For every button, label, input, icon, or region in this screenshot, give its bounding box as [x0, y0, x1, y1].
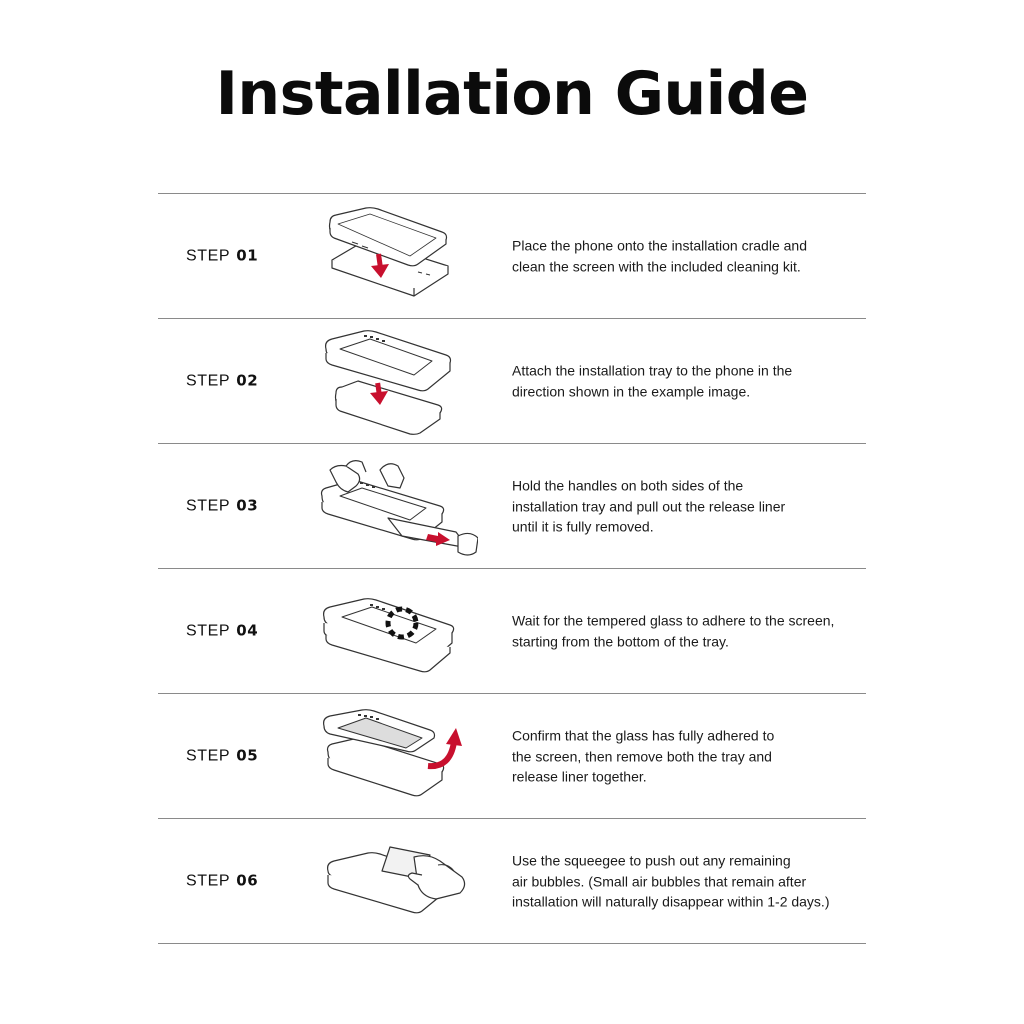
- page-title: Installation Guide: [215, 59, 809, 129]
- glass-adhering-illustration: [318, 577, 478, 685]
- step-word: STEP: [186, 872, 231, 890]
- step-label: [186, 247, 258, 266]
- step-number: 02: [236, 371, 259, 390]
- step-word: STEP: [186, 247, 231, 265]
- step-description: Place the phone onto the installation cradle and clean the screen with the included cleaning kit.: [512, 237, 807, 274]
- pull-release-liner-illustration: [318, 452, 478, 560]
- step-row-01: [158, 194, 866, 319]
- step-number: 06: [236, 871, 259, 890]
- step-row-02: [158, 319, 866, 444]
- step-row-06: [158, 819, 866, 944]
- step-description: Use the squeegee to push out any remaining air bubbles. (Small air bubbles that remain after installation will naturally disappear within 1-2 days.): [512, 852, 830, 910]
- phone-into-cradle-illustration: [318, 202, 478, 310]
- step-label: [186, 372, 258, 391]
- steps-list: [158, 193, 866, 944]
- step-description: Hold the handles on both sides of the installation tray and pull out the release liner until it is fully removed.: [512, 477, 786, 535]
- step-label: [186, 622, 258, 641]
- step-label: [186, 872, 258, 891]
- step-row-03: [158, 444, 866, 569]
- step-number: 03: [236, 496, 259, 515]
- step-number: 04: [236, 621, 259, 640]
- step-word: STEP: [186, 497, 231, 515]
- step-row-04: [158, 569, 866, 694]
- step-word: STEP: [186, 747, 231, 765]
- tray-onto-phone-illustration: [318, 327, 478, 435]
- step-label: [186, 747, 258, 766]
- step-number: 01: [236, 246, 259, 265]
- step-description: Wait for the tempered glass to adhere to the screen, starting from the bottom of the tray.: [512, 612, 835, 649]
- step-description: Attach the installation tray to the phone in the direction shown in the example image.: [512, 362, 793, 399]
- step-word: STEP: [186, 622, 231, 640]
- step-number: 05: [236, 746, 259, 765]
- squeegee-bubbles-illustration: [318, 827, 478, 935]
- step-word: STEP: [186, 372, 231, 390]
- remove-tray-illustration: [318, 702, 478, 810]
- step-row-05: [158, 694, 866, 819]
- step-description: Confirm that the glass has fully adhered to the screen, then remove both the tray and release liner together.: [512, 727, 775, 785]
- step-label: [186, 497, 258, 516]
